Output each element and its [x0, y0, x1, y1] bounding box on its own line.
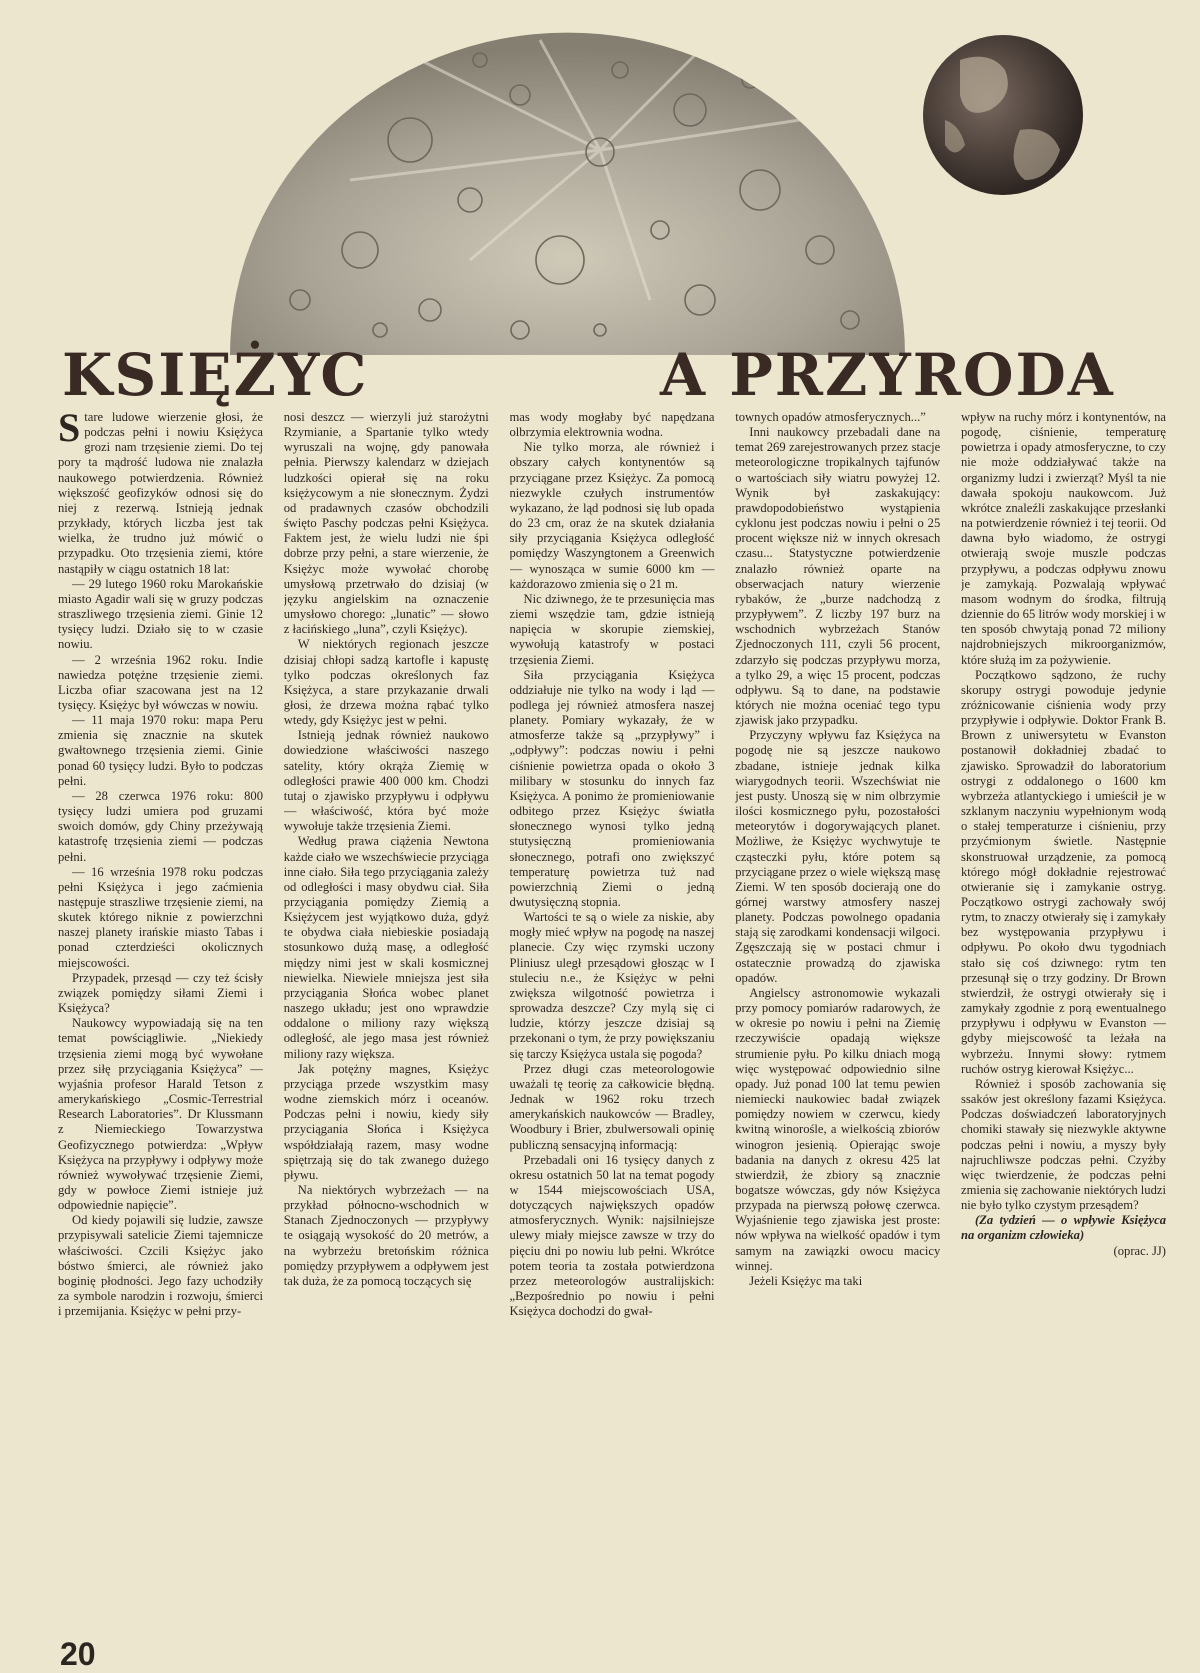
next-issue-note: (Za tydzień — o wpływie Księżyca na organizm człowieka) [961, 1213, 1166, 1243]
paragraph: Naukowcy wypowiadają się na ten temat powściągliwie. „Niekiedy trzęsienia ziemi mogą być wywołane przez siłę przyciągania Księżyca” — wyjaśnia profesor Harald Tetson z amerykańskiego „Cosmic-Terrestrial Research Laboratories”. Dr Klussmann z Niemieckiego Towarzystwa Geofizycznego potwierdza: „Wpływ Księżyca na przypływy i odpływy może również wywoływać trzęsienie Ziemi, gdy w powłoce Ziemi istnieje już odpowiednie napięcie”. [58, 1016, 263, 1213]
paragraph: Wartości te są o wiele za niskie, aby mogły mieć wpływ na pogodę na naszej planecie. Czy więc rzymski uczony Pliniusz uległ przesądowi głosząc w I stuleciu n.e., że Księżyc w pełni zwiększa wilgotność powietrza i sprowadza deszcze? Czy mylą się ci ludzie, którzy jeszcze dzisiaj są przekonani o tym, że przy powiększaniu się tarczy Księżyca ustala się pogoda? [509, 910, 715, 1061]
drop-cap: S [58, 410, 81, 450]
paragraph: Przypadek, przesąd — czy też ścisły związek pomiędzy siłami Ziemi i Księżyca? [58, 970, 263, 1016]
paragraph: — 29 lutego 1960 roku Marokańskie miasto Agadir wali się w gruzy podczas straszliwego trzęsienia ziemi. Ginie 12 tysięcy ludzi. Działo się to w czasie nowiu. [58, 576, 263, 652]
paragraph: Siła przyciągania Księżyca oddziałuje nie tylko na wody i ląd — podlega jej również atmosfera naszej planety. Pomiary wykazały, że w atmosferze także są „przypływy” i „odpływy”: podczas nowiu i pełni ciśnienie powietrza opada o około 3 milibary w stosunku do innych faz Księżyca. A ponimo że promieniowanie odbitego przez Księżyc światła słonecznego wynosi tylko jedną stutysięczną promieniowania słonecznego, potrafi ono zwiększyć temperaturę powietrza tuż nad powierzchnią Ziemi o jedną dwutysięczną stopnia. [509, 667, 715, 909]
paragraph: wpływ na ruchy mórz i kontynentów, na pogodę, ciśnienie, temperaturę powietrza i opady atmosferyczne, to czy nie może oddziaływać także na organizmy ludzi i zwierząt? Myśl ta nie dawała spokoju naukowcom. Już wkrótce znaleźli zaskakujące przesłanki na potwierdzenie również i tej teorii. Od dawna było wiadomo, że ostrygi otwierają swoje muszle podczas przypływu, a podczas odpływu znowu je zamykają. Pozwalają wpływać masom wodnym do środka, filtrują dziennie do 65 litrów wody morskiej i w ten sposób chwytają ponad 72 miliony najdrobniejszych mikroorganizmów, które służą im za pożywienie. [961, 410, 1166, 667]
column-4 [735, 410, 940, 1638]
column-5 [961, 410, 1166, 1638]
paragraph: nosi deszcz — wierzyli już starożytni Rzymianie, a Spartanie tylko wtedy wyruszali na wojnę, gdy panowała pełnia. Pierwszy kalendarz w dziejach ludzkości opierał się na roku księżycowym a nie słonecznym. Żydzi od pradawnych czasów obchodzili święto Paschy podczas pełni Księżyca. Faktem jest, że wielu ludzi nie śpi dobrze przy pełni, a stare wierzenie, że Księżyc może wywołać chorobę umysłową przetrwało do dzisiaj (w języku angielskim na oznaczenie umysłowo chorego: „lunatic” — słowo z łacińskiego „luna”, czyli Księżyc). [283, 410, 489, 637]
paragraph: Przez długi czas meteorologowie uważali tę teorię za całkowicie błędną. Jednak w 1962 roku trzech amerykańskich naukowców — Bradley, Woodbury i Brier, zbulwersowali opinię publiczną sensacyjną informacją: [509, 1061, 715, 1152]
paragraph: Według prawa ciążenia Newtona każde ciało we wszechświecie przyciąga inne ciało. Siła tego przyciągania zależy od odległości i masy obydwu ciał. Siła przyciągania pomiędzy Ziemią a Księżycem jest wyjątkowo duża, gdyż te obydwa ciała niebieskie posiadają stosunkowo dużą masę, a odległość między nimi jest w skali kosmicznej niewielka. Niewiele mniejsza jest siła przyciągania Słońca wobec planet naszego układu; jest ono wprawdzie oddalone o miliony razy większą odległość, ale jego masa jest również miliony razy większa. [283, 834, 489, 1061]
paragraph: Początkowo sądzono, że ruchy skorupy ostrygi powoduje jedynie zróżnicowanie ciśnienia wody przy przypływie i odpływie. Doktor Frank B. Brown z uniwersytetu w Evanston postanowił dokładniej zbadać to zjawisko. Sprowadził do laboratorium ostrygi z oddalonego o 1600 km wybrzeża atlantyckiego i umieścił je w szklanym naczyniu wypełnionym wodą o stałej temperaturze i ciśnieniu, przy przyćmionym świetle. Następnie skonstruował urządzenie, za pomocą którego mógł dokładnie rejestrować otwieranie się i zamykanie ostryg. Początkowo ostrygi zachowały swój rytm, to znaczy otwierały się i zamykały bez występowania przypływu i odpływu. Po około dwu tygodniach stało się coś dziwnego: rytm ten przesunął się o trzy godziny. Dr Brown stwierdził, że ostrygi otwierały się i zamykały zgodnie z porą ewentualnego przypływu i odpływu w Evanston — gdyby miejscowość ta leżała na wybrzeżu. Innymi słowy: rytmem ruchów ostryg kierował Księżyc... [961, 667, 1166, 1076]
paragraph: W niektórych regionach jeszcze dzisiaj chłopi sadzą kartofle i kapustę tylko podczas określonych faz Księżyca, a stare przykazanie drwali głosi, że drzewa można rąbać tylko wtedy, gdy Księżyc jest w pełni. [283, 637, 489, 728]
title-right: A PRZYRODA [660, 341, 1115, 409]
paragraph: townych opadów atmosferycznych...” [735, 410, 926, 424]
moon-icon [230, 33, 905, 355]
author-signature: (oprac. JJ) [1113, 1243, 1166, 1258]
paragraph: Angielscy astronomowie wykazali przy pomocy pomiarów radarowych, że w okresie po nowiu i pełni na Ziemię rzeczywiście opadają większe strumienie pyłu. Po kilku dniach mogą więc występować odpowiednio silne opady. Już ponad 100 lat temu pewien niemiecki naukowiec badał związek pomiędzy nowiem w czerwcu, kiedy kwitną winorośle, a wielkością zbiorów winogron jesienią. Opierając swoje badania na danych z okresu 425 lat stwierdził, że zbiory są znacznie bogatsze wówczas, gdy nów Księżyca przypada na pierwszą połowę czerwca. Wyjaśnienie tego zjawiska jest proste: nów wpływa na wielkość opadów i tym samym na zawiązki owocu macicy winnej. [735, 985, 941, 1273]
paragraph: Przyczyny wpływu faz Księżyca na pogodę nie są jeszcze naukowo zbadane, istnieje jednak kilka wiarygodnych teorii. Wszechświat nie jest pusty. Unoszą się w nim olbrzymie ilości kosmicznego pyłu, pozostałości meteorytów i dogorywających planet. Możliwe, że Księżyc wychwytuje te cząsteczki pyłu, które potem są przyciągane przez o wiele większą masę Ziemi. W ten sposób docierają one do górnej warstwy atmosfery naszej planety. Podczas powolnego opadania stają się zarodkami kondensacji wilgoci. Zgęszczają się w postaci chmur i ostatecznie prowadzą do zjawiska opadów. [735, 728, 941, 985]
title-left: KSIĘŻYC [62, 341, 369, 409]
paragraph: Inni naukowcy przebadali dane na temat 269 zarejestrowanych przez stacje meteorologiczne tropikalnych tajfunów o wartościach siły wiatru powyżej 12. Wynik był zaskakujący: prawdopodobieństwo wystąpienia cyklonu jest podczas nowiu i pełni o 25 procent większe niż w innych okresach czasu... Statystyczne potwierdzenie znalazło również oparte na obserwacjach natury wierzenie rybaków, że „burze nadchodzą z przypływem”. Z liczby 197 burz na wschodnich wybrzeżach Stanów Zjednoczonych 111, czyli 56 procent, zdarzyło się podczas przypływu morza, a tylko 29, a więc 15 procent, podczas odpływu. Są to dane, na podstawie których nie można oceniać tego typu zjawisk jako przypadku. [735, 425, 941, 728]
paragraph: Również i sposób zachowania się ssaków jest określony fazami Księżyca. Podczas doświadczeń laboratoryjnych chomiki stawały się niezwykle aktywne podczas pełni i nowiu, a myszy były najruchliwsze podczas pełni. Czyżby więc twierdzenie, że podczas pełni zmienia się zachowanie niektórych ludzi nie było tylko czystym przesądem? [961, 1076, 1166, 1213]
paragraph: mas wody mogłaby być napędzana olbrzymia elektrownia wodna. [509, 410, 715, 440]
page-number: 20 [60, 1636, 96, 1672]
paragraph: Nie tylko morza, ale również i obszary całych kontynentów są przyciągane przez Księżyc. Za pomocą niezwykle czułych instrumentów wykazano, że ląd podnosi się lub opada do 23 cm, oraz że na skutek działania siły przyciągania Księżyca odległość pomiędzy Waszyngtonem a Greenwich — wynosząca w sumie 6000 km — każdorazowo zmienia się o 21 m. [509, 440, 715, 591]
column-3 [510, 410, 715, 1638]
paragraph: Jak potężny magnes, Księżyc przyciąga przede wszystkim masy wodne ziemskich mórz i oceanów. Podczas pełni i nowiu, kiedy siły przyciągania Słońca i Księżyca współdziałają razem, masy wodne spiętrzają się do tak zwanego dużego pływu. [283, 1061, 489, 1182]
column-1 [58, 410, 263, 1638]
paragraph: Na niektórych wybrzeżach — na przykład północno-wschodnich w Stanach Zjednoczonych — przypływy te osiągają wysokość do 20 metrów, a na wybrzeżu bretońskim różnica pomiędzy przypływem a odpływem jest tak duża, że za pomocą toczących się [283, 1182, 489, 1288]
paragraph: Nic dziwnego, że te przesunięcia mas ziemi wszędzie tam, gdzie istnieją napięcia w skorupie ziemskiej, wywołują katastrofy w postaci trzęsienia Ziemi. [509, 591, 715, 667]
paragraph: Jeżeli Księżyc ma taki [749, 1273, 863, 1288]
article-body [58, 410, 1166, 1638]
column-2 [284, 410, 489, 1638]
paragraph: — 11 maja 1970 roku: mapa Peru zmienia się znacznie na skutek gwałtownego trzęsienia ziemi. Ginie ponad 60 tysięcy ludzi. Było to podczas pełni. [58, 713, 263, 788]
paragraph: Przebadali oni 16 tysięcy danych z okresu ostatnich 50 lat na temat pogody w 1544 miejscowościach USA, dotyczących największych opadów atmosferycznych. Wynik: najsilniejsze ulewy miały miejsce zawsze w trzy do pięciu dni po nowiu lub pełni. Wkrótce potem teoria ta została potwierdzona przez meteorologów australijskich: „Bezpośrednio po nowiu i pełni Księżyca dochodzi do gwał- [509, 1152, 715, 1319]
paragraph: Istnieją jednak również naukowo dowiedzione właściwości naszego satelity, który okrąża Ziemię w odległości prawie 400 000 km. Chodzi tutaj o zjawisko przypływu i odpływu — właściwość, która być może wywołuje także trzęsienia Ziemi. [283, 728, 489, 834]
paragraph: — 28 czerwca 1976 roku: 800 tysięcy ludzi umiera pod gruzami swoich domów, gdy Chiny przeżywają katastrofę trzęsienia ziemi — podczas pełni. [58, 788, 263, 864]
paragraph: Od kiedy pojawili się ludzie, zawsze przypisywali satelicie Ziemi tajemnicze właściwości. Czcili Księżyc jako bóstwo śmierci, ale również jako boginię płodności. Jego fazy uchodziły za symbole narodzin i rozwoju, śmierci i przemijania. Księżyc w pełni przy- [58, 1213, 263, 1319]
earth-globe-icon [923, 35, 1083, 195]
paragraph: — 16 września 1978 roku podczas pełni Księżyca i jego zaćmienia następuje straszliwe trzęsienie ziemi, na skutek którego niknie z powierzchni naszej planety irańskie miasto Tabas i ponad czterdzieści okolicznych miejscowości. [58, 864, 263, 970]
paragraph: Stare ludowe wierzenie głosi, że podczas pełni i nowiu Księżyca grozi nam trzęsienie ziemi. Do tej pory ta mądrość ludowa nie znalazła naukowego potwierdzenia. Również większość geofizyków odnosi się do niej z rezerwą. Istnieją jednak przykłady, których liczba jest tak wielka, że trudno już mówić o przypadku. Oto trzęsienia ziemi, które nastąpiły w ciągu ostatnich 18 lat: [58, 410, 263, 576]
paragraph: — 2 września 1962 roku. Indie nawiedza potężne trzęsienie ziemi. Liczba ofiar szacowana jest na 12 tysięcy. Księżyc był wówczas w nowiu. [58, 652, 263, 712]
